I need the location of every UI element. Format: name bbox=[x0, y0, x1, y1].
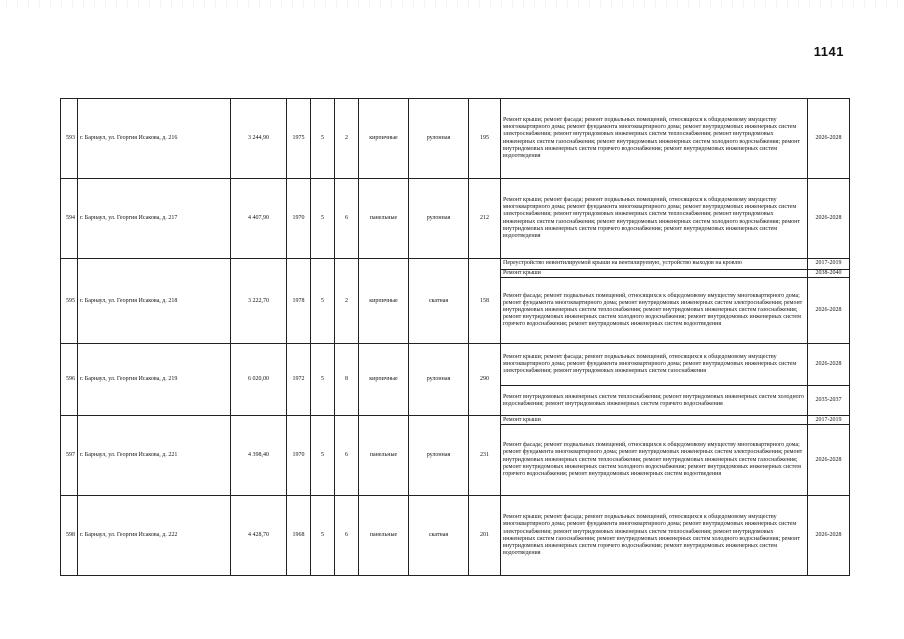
area-cell: 3 222,70 bbox=[231, 259, 287, 344]
works-description-cell: Ремонт крыши bbox=[501, 270, 808, 278]
row-number: 593 bbox=[61, 99, 78, 179]
page-number: 1141 bbox=[813, 44, 844, 59]
table-row bbox=[61, 416, 850, 425]
year-cell: 1975 bbox=[287, 99, 311, 179]
table-row bbox=[61, 344, 850, 386]
floors-cell: 5 bbox=[311, 416, 335, 496]
address-cell: г. Барнаул, ул. Георгия Исакова, д. 222 bbox=[78, 496, 231, 576]
address-cell: г. Барнаул, ул. Георгия Исакова, д. 216 bbox=[78, 99, 231, 179]
roof-type-cell: рулонная bbox=[409, 99, 469, 179]
roof-type-cell: рулонная bbox=[409, 344, 469, 416]
row-number: 596 bbox=[61, 344, 78, 416]
works-description-cell: Ремонт внутридомовых инженерных систем теплоснабжения; ремонт внутридомовых инженерных систем холодного водоснабжения; ремонт внутридомовых инженерных систем горячего водоснабжения bbox=[501, 386, 808, 416]
address-cell: г. Барнаул, ул. Георгия Исакова, д. 217 bbox=[78, 179, 231, 259]
area-cell: 6 020,00 bbox=[231, 344, 287, 416]
walls-material-cell: кирпичные bbox=[359, 99, 409, 179]
entrances-cell: 6 bbox=[335, 496, 359, 576]
period-cell: 2017-2019 bbox=[808, 416, 850, 425]
area-cell: 4 407,90 bbox=[231, 179, 287, 259]
walls-material-cell: кирпичные bbox=[359, 259, 409, 344]
period-cell: 2035-2037 bbox=[808, 386, 850, 416]
year-cell: 1978 bbox=[287, 259, 311, 344]
period-cell: 2026-2028 bbox=[808, 179, 850, 259]
address-cell: г. Барнаул, ул. Георгия Исакова, д. 219 bbox=[78, 344, 231, 416]
entrances-cell: 2 bbox=[335, 259, 359, 344]
works-description-cell: Ремонт крыши; ремонт фасада; ремонт подвальных помещений, относящихся к общедомовому имуществу многоквартирного дома; ремонт фундамента многоквартирного дома; ремонт внутридомовых инженерных систем электроснабжения; ремонт внутридомовых инженерных систем теплоснабжения; ремонт внутридомовых инженерных систем газоснабжения; ремонт внутридомовых инженерных систем холодного водоснабжения; ремонт внутридомовых инженерных систем горячего водоснабжения; ремонт внутридомовых инженерных систем водоотведения bbox=[501, 496, 808, 576]
year-cell: 1970 bbox=[287, 179, 311, 259]
floors-cell: 5 bbox=[311, 259, 335, 344]
period-cell: 2017-2019 bbox=[808, 259, 850, 270]
works-description-cell: Ремонт фасада; ремонт подвальных помещений, относящихся к общедомовому имуществу многоквартирного дома; ремонт фундамента многоквартирного дома; ремонт внутридомовых инженерных систем электроснабжения; ремонт внутридомовых инженерных систем теплоснабжения; ремонт внутридомовых инженерных систем газоснабжения; ремонт внутридомовых инженерных систем холодного водоснабжения; ремонт внутридомовых инженерных систем горячего водоснабжения; ремонт внутридомовых инженерных систем водоотведения bbox=[501, 425, 808, 496]
apartments-cell: 201 bbox=[469, 496, 501, 576]
period-cell: 2026-2028 bbox=[808, 278, 850, 344]
table-body bbox=[61, 99, 850, 576]
housing-registry-table bbox=[60, 98, 850, 576]
roof-type-cell: скатная bbox=[409, 496, 469, 576]
floors-cell: 5 bbox=[311, 496, 335, 576]
walls-material-cell: кирпичные bbox=[359, 344, 409, 416]
period-cell: 2026-2028 bbox=[808, 344, 850, 386]
year-cell: 1970 bbox=[287, 416, 311, 496]
apartments-cell: 158 bbox=[469, 259, 501, 344]
table-row bbox=[61, 496, 850, 576]
apartments-cell: 212 bbox=[469, 179, 501, 259]
period-cell: 2026-2028 bbox=[808, 99, 850, 179]
address-cell: г. Барнаул, ул. Георгия Исакова, д. 218 bbox=[78, 259, 231, 344]
row-number: 595 bbox=[61, 259, 78, 344]
year-cell: 1972 bbox=[287, 344, 311, 416]
address-cell: г. Барнаул, ул. Георгия Исакова, д. 221 bbox=[78, 416, 231, 496]
works-description-cell: Ремонт крыши; ремонт фасада; ремонт подвальных помещений, относящихся к общедомовому имуществу многоквартирного дома; ремонт фундамента многоквартирного дома; ремонт внутридомовых инженерных систем электроснабжения; ремонт внутридомовых инженерных систем теплоснабжения; ремонт внутридомовых инженерных систем газоснабжения; ремонт внутридомовых инженерных систем холодного водоснабжения; ремонт внутридомовых инженерных систем горячего водоснабжения; ремонт внутридомовых инженерных систем водоотведения bbox=[501, 179, 808, 259]
walls-material-cell: панельные bbox=[359, 496, 409, 576]
scan-noise bbox=[0, 0, 904, 8]
table-row bbox=[61, 259, 850, 270]
area-cell: 3 244,90 bbox=[231, 99, 287, 179]
works-description-cell: Ремонт крыши; ремонт фасада; ремонт подвальных помещений, относящихся к общедомовому имуществу многоквартирного дома; ремонт фундамента многоквартирного дома; ремонт внутридомовых инженерных систем электроснабжения; ремонт внутридомовых инженерных систем газоснабжения bbox=[501, 344, 808, 386]
table-row bbox=[61, 179, 850, 259]
year-cell: 1968 bbox=[287, 496, 311, 576]
period-cell: 2038-2040 bbox=[808, 270, 850, 278]
area-cell: 4 428,70 bbox=[231, 496, 287, 576]
floors-cell: 5 bbox=[311, 179, 335, 259]
apartments-cell: 195 bbox=[469, 99, 501, 179]
walls-material-cell: панельные bbox=[359, 416, 409, 496]
works-description-cell: Ремонт крыши bbox=[501, 416, 808, 425]
entrances-cell: 6 bbox=[335, 179, 359, 259]
entrances-cell: 6 bbox=[335, 416, 359, 496]
walls-material-cell: панельные bbox=[359, 179, 409, 259]
roof-type-cell: рулонная bbox=[409, 416, 469, 496]
apartments-cell: 231 bbox=[469, 416, 501, 496]
period-cell: 2026-2028 bbox=[808, 425, 850, 496]
table-row bbox=[61, 99, 850, 179]
roof-type-cell: рулонная bbox=[409, 179, 469, 259]
works-description-cell: Ремонт крыши; ремонт фасада; ремонт подвальных помещений, относящихся к общедомовому имуществу многоквартирного дома; ремонт фундамента многоквартирного дома; ремонт внутридомовых инженерных систем электроснабжения; ремонт внутридомовых инженерных систем теплоснабжения; ремонт внутридомовых инженерных систем газоснабжения; ремонт внутридомовых инженерных систем холодного водоснабжения; ремонт внутридомовых инженерных систем горячего водоснабжения; ремонт внутридомовых инженерных систем водоотведения bbox=[501, 99, 808, 179]
works-description-cell: Ремонт фасада; ремонт подвальных помещений, относящихся к общедомовому имуществу многоквартирного дома; ремонт фундамента многоквартирного дома; ремонт внутридомовых инженерных систем электроснабжения; ремонт внутридомовых инженерных систем теплоснабжения; ремонт внутридомовых инженерных систем газоснабжения; ремонт внутридомовых инженерных систем холодного водоснабжения; ремонт внутридомовых инженерных систем горячего водоснабжения; ремонт внутридомовых инженерных систем водоотведения bbox=[501, 278, 808, 344]
floors-cell: 5 bbox=[311, 344, 335, 416]
floors-cell: 5 bbox=[311, 99, 335, 179]
roof-type-cell: скатная bbox=[409, 259, 469, 344]
period-cell: 2026-2028 bbox=[808, 496, 850, 576]
apartments-cell: 290 bbox=[469, 344, 501, 416]
works-description-cell: Переустройство невентилируемой крыши на вентилируемую, устройство выходов на кровлю bbox=[501, 259, 808, 270]
row-number: 598 bbox=[61, 496, 78, 576]
row-number: 597 bbox=[61, 416, 78, 496]
entrances-cell: 2 bbox=[335, 99, 359, 179]
area-cell: 4 398,40 bbox=[231, 416, 287, 496]
entrances-cell: 8 bbox=[335, 344, 359, 416]
row-number: 594 bbox=[61, 179, 78, 259]
